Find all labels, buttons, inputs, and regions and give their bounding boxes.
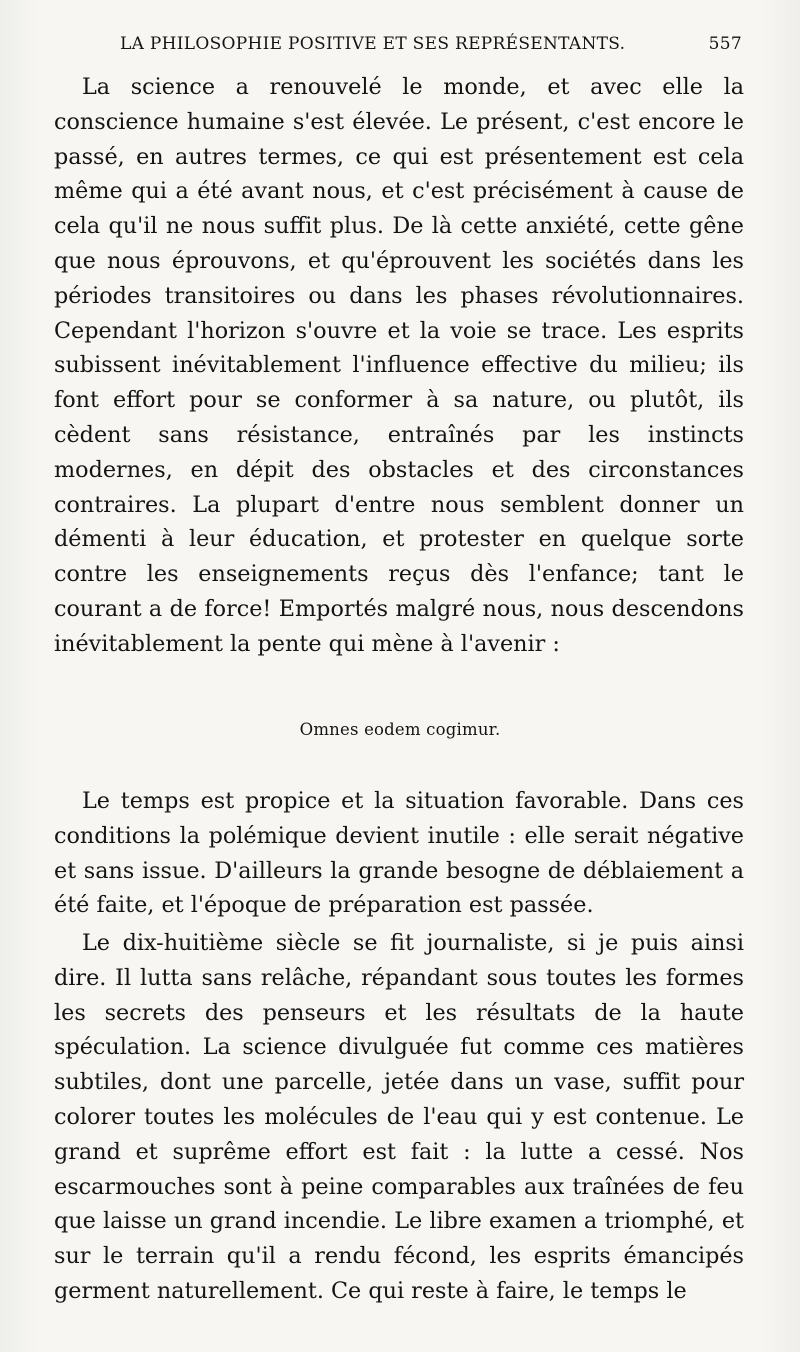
paragraph-3: Le dix-huitième siècle se fit journaliste, si je puis ainsi dire. Il lutta sans relâche, répandant sous toutes les formes les secrets des penseurs et les résultats de la haute spéculation. La science divulguée fut comme ces matières subtiles, dont une parcelle, jetée dans un vase, suffit pour colorer toutes les molécules de l'eau qui y est contenue. Le grand et suprême effort est fait : la lutte a cessé. Nos escarmouches sont à peine comparables aux traînées de feu que laisse un grand incendie. Le libre examen a triomphé, et sur le terrain qu'il a rendu fécond, les esprits émancipés germent naturellement. Ce qui reste à faire, le temps le — [54, 930, 744, 1304]
paragraph-2-block — [54, 784, 744, 923]
running-head-title: LA PHILOSOPHIE POSITIVE ET SES REPRÉSENTANTS. — [120, 34, 626, 54]
paragraph-2: Le temps est propice et la situation favorable. Dans ces conditions la polémique devient inutile : elle serait négative et sans issue. D'ailleurs la grande besogne de déblaiement a été faite, et l'époque de préparation est passée. — [54, 788, 744, 919]
paragraph-1: La science a renouvelé le monde, et avec elle la conscience humaine s'est élevée. Le présent, c'est encore le passé, en autres termes, ce qui est présentement est cela même qui a été avant nous, et c'est précisément à cause de cela qu'il ne nous suffit plus. De là cette anxiété, cette gêne que nous éprouvons, et qu'éprouvent les sociétés dans les périodes transitoires ou dans les phases révolutionnaires. Cependant l'horizon s'ouvre et la voie se trace. Les esprits subissent inévitablement l'influence effective du milieu; ils font effort pour se conformer à sa nature, ou plutôt, ils cèdent sans résistance, entraînés par les instincts modernes, en dépit des obstacles et des circonstances contraires. La plupart d'entre nous semblent donner un démenti à leur éducation, et protester en quelque sorte contre les enseignements reçus dès l'enfance; tant le courant a de force! Emportés malgré nous, nous descendons inévitablement la pente qui mène à l'avenir : — [54, 74, 744, 657]
latin-motto: Omnes eodem cogimur. — [299, 720, 501, 739]
paragraph-1-block — [54, 70, 744, 662]
page-number: 557 — [708, 34, 742, 54]
paragraph-3-block — [54, 926, 744, 1309]
running-head — [120, 34, 742, 54]
